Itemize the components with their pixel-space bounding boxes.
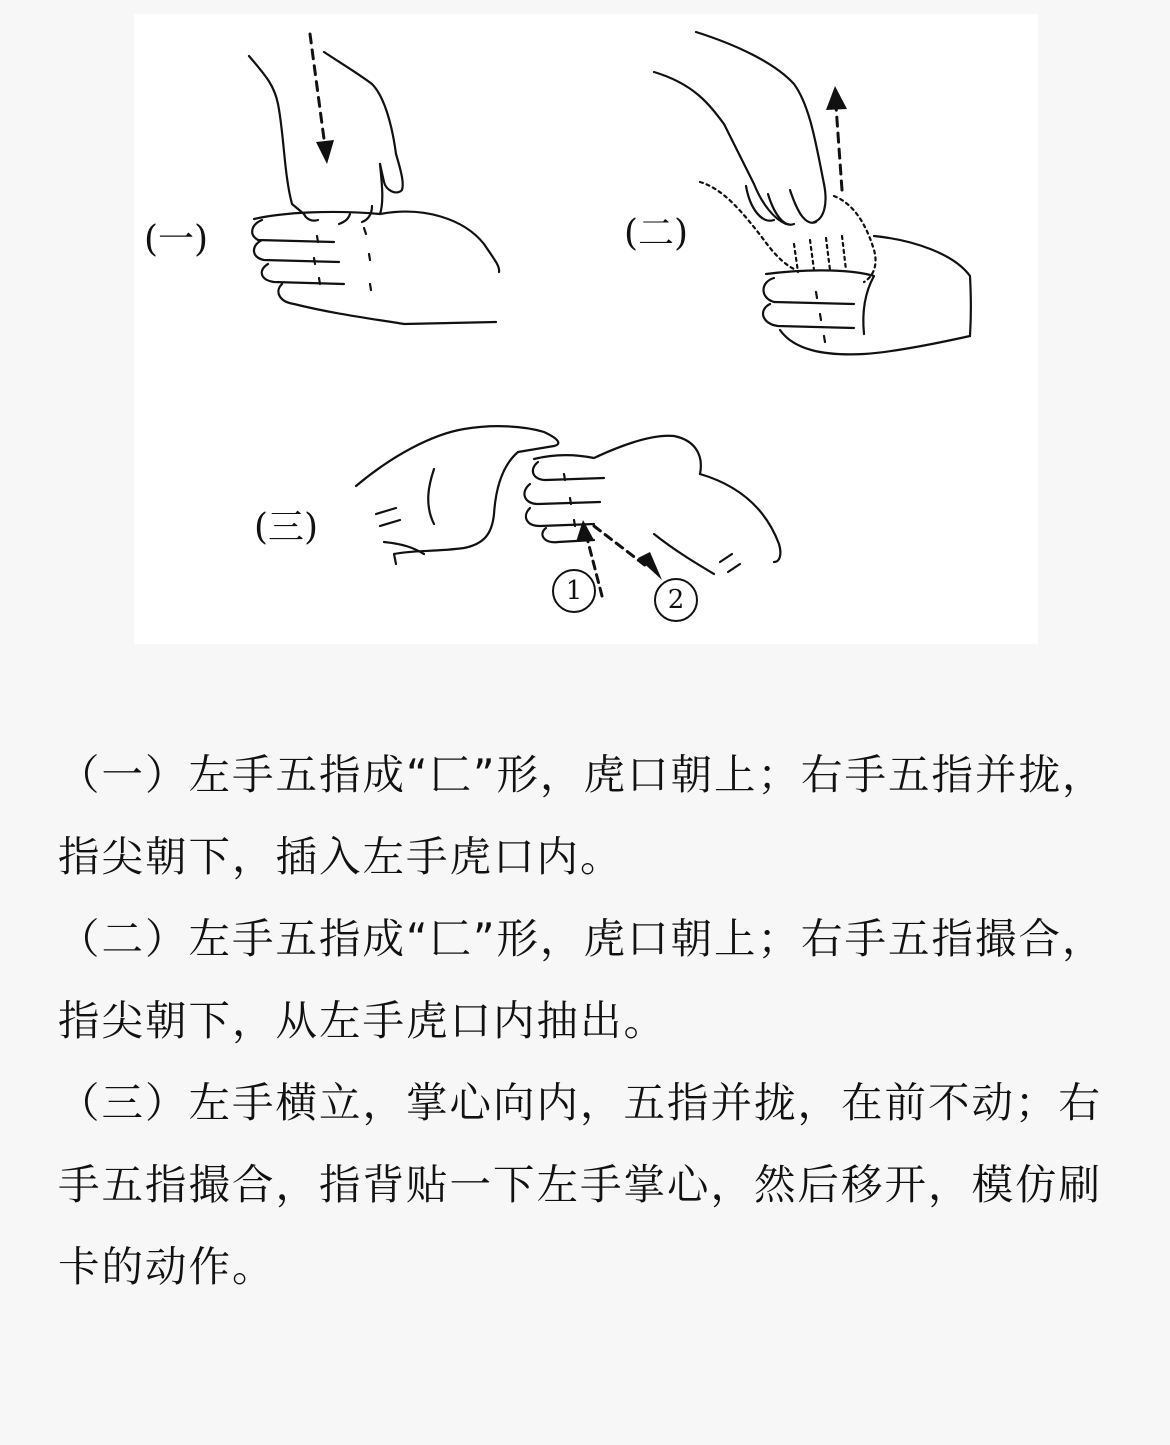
instruction-step-1: [58, 734, 1128, 898]
step-number: （一）: [58, 750, 189, 799]
step-text: 左手五指成“匚”形，虎口朝上；右手五指撮合，指尖朝下，从左手虎口内抽出。: [58, 914, 1106, 1045]
figure-label-2: (二): [624, 213, 689, 254]
hand-figure-1: [249, 34, 499, 324]
step-number: （三）: [58, 1078, 189, 1127]
instruction-step-3: [58, 1062, 1128, 1308]
instruction-text: [58, 734, 1128, 1308]
circled-marker-2: 2: [667, 585, 685, 615]
figure-label-1: (一): [144, 219, 209, 260]
step-text: 左手横立，掌心向内，五指并拢，在前不动；右手五指撮合，指背贴一下左手掌心，然后移开，模仿刷卡的动作。: [58, 1078, 1103, 1291]
hand-drawings: [134, 14, 1038, 644]
step-text: 左手五指成“匚”形，虎口朝上；右手五指并拢，指尖朝下，插入左手虎口内。: [58, 750, 1106, 881]
circled-marker-1: 1: [565, 576, 583, 606]
step-number: （二）: [58, 914, 189, 963]
figure-label-3: (三): [254, 507, 319, 548]
hand-figure-2: [654, 32, 971, 354]
instruction-step-2: [58, 898, 1128, 1062]
sign-illustration: [134, 14, 1038, 644]
